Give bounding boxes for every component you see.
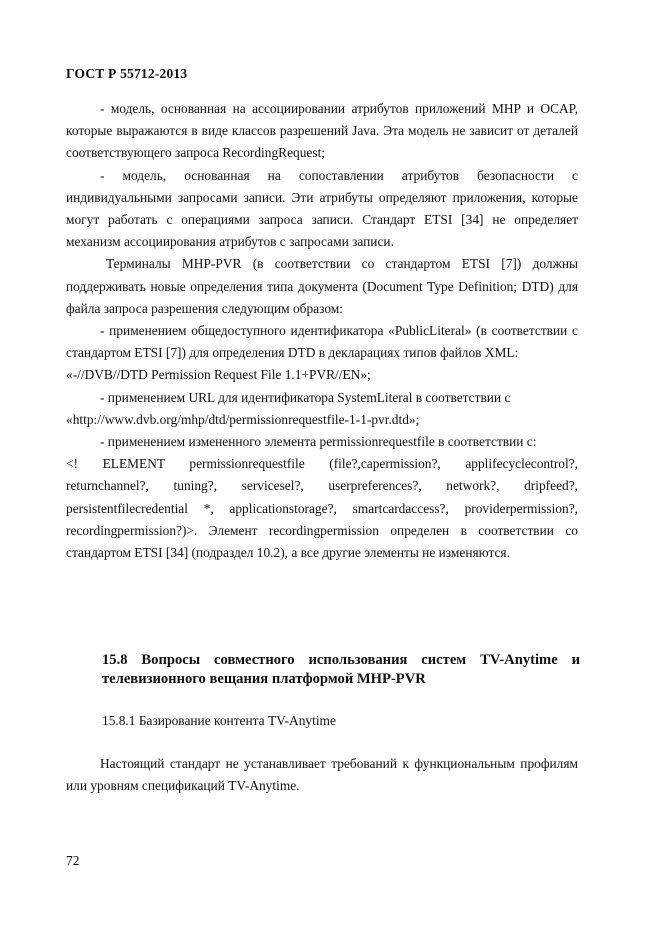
list-item-model-java: - модель, основанная на ассоциировании атрибутов приложений MHP и OCAP, которые выражаются в виде классов разрешений Java. Эта модель не зависит от деталей соответствующего запроса RecordingRequest;: [66, 101, 578, 161]
document-header: ГОСТ Р 55712-2013: [66, 66, 188, 81]
subsection-title: 15.8.1 Базирование контента TV-Anytime: [102, 713, 336, 728]
list-item-public-literal: - применением общедоступного идентификатора «PublicLiteral» (в соответствии с стандартом ETSI [7]) для определения DTD в декларациях типов файлов XML:: [66, 323, 578, 361]
list-item-model-security: - модель, основанная на сопоставлении атрибутов безопасности с индивидуальными запросами записи. Эти атрибуты определяют приложения, которые могут работать с операциями запроса записи. Стандарт ETSI [34] не определяет механизм ассоциирования атрибутов с запросами записи.: [66, 167, 578, 250]
public-literal-value: «-//DVB//DTD Permission Request File 1.1+PVR//EN»;: [66, 367, 371, 383]
list-item-system-literal: - применением URL для идентификатора SystemLiteral в соответствии с: [100, 389, 511, 405]
page-number: 72: [66, 853, 80, 868]
section-paragraph: Настоящий стандарт не устанавливает требований к функциональным профилям или уровням спецификаций TV-Anytime.: [66, 756, 578, 794]
system-literal-url: «http://www.dvb.org/mhp/dtd/permissionrequestfile-1-1-pvr.dtd»;: [66, 411, 420, 427]
paragraph-mhp-pvr-terminals: Терминалы MHP-PVR (в соответствии со стандартом ETSI [7]) должны поддерживать новые определения типа документа (Document Type Definition; DTD) для файла запроса разрешения следующим образом:: [66, 256, 578, 316]
body-text: [66, 98, 578, 564]
list-item-modified-element: - применением измененного элемента permissionrequestfile в соответствии с:: [100, 434, 537, 450]
section-title: 15.8 Вопросы совместного использования систем TV-Anytime и телевизионного вещания платформой MHP-PVR: [102, 652, 580, 687]
element-declaration: <! ELEMENT permissionrequestfile (file?,capermission?, applifecyclecontrol?, returnchannel?, tuning?, servicesel?, userpreferences?, network?, dripfeed?, persistentfilecredential *, applicationstorage?, smartcardaccess?, providerpermission?, recordingpermission?)>. Элемент recordingpermission определен в соответствии со стандартом ETSI [34] (подраздел 10.2), а все другие элементы не изменяются.: [66, 456, 578, 561]
